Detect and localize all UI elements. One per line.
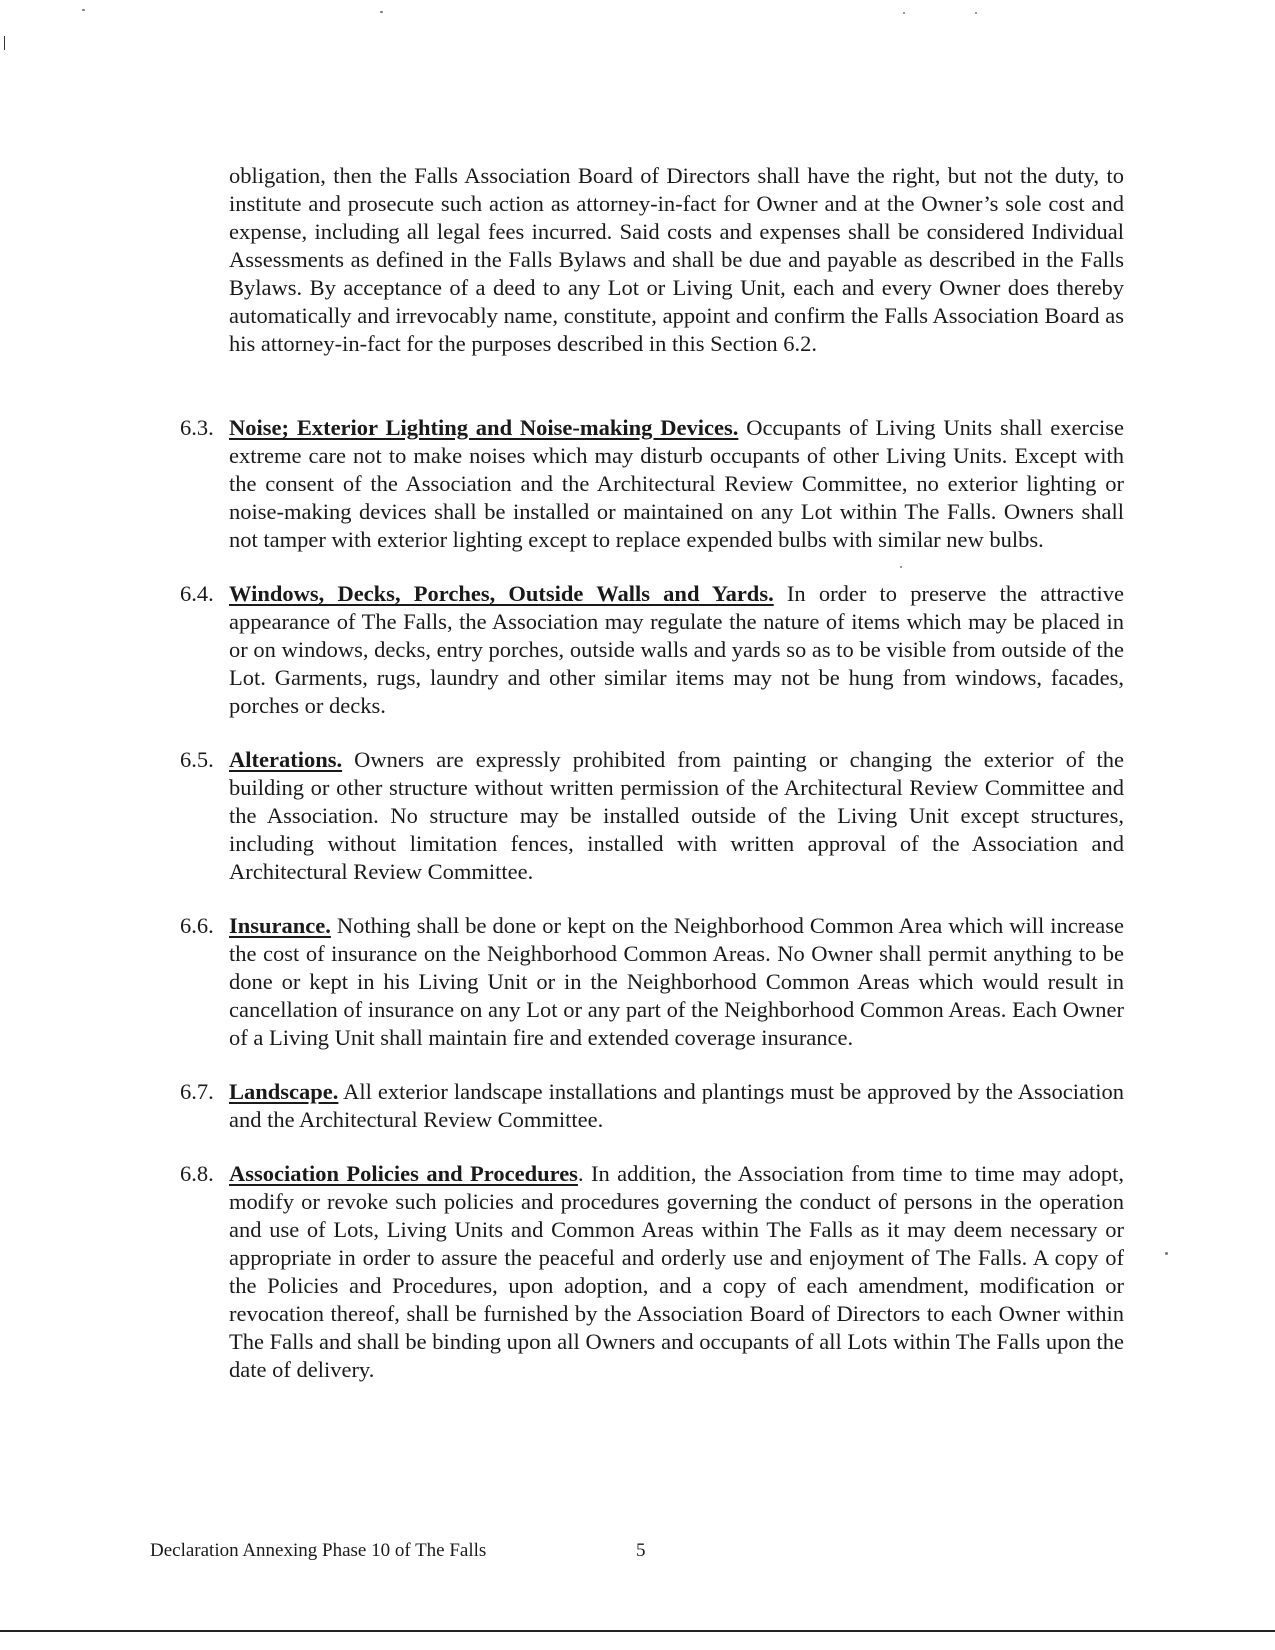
footer-title: Declaration Annexing Phase 10 of The Falls <box>150 1540 487 1561</box>
section-text: Owners are expressly prohibited from painting or changing the exterior of the building or other structure without written permission of the Architectural Review Committee and the Association. No structure may be installed outside of the Living Unit except structures, including without limitation fences, installed with written approval of the Association and Architectural Review Committee. <box>229 747 1124 884</box>
section-number: 6.6. <box>180 913 214 938</box>
section-number: 6.8. <box>180 1161 214 1186</box>
scan-speck <box>903 12 905 14</box>
section-heading: Windows, Decks, Porches, Outside Walls and Yards. <box>229 581 774 606</box>
scan-speck <box>82 9 85 11</box>
scan-mark <box>4 36 5 50</box>
section-text: In order to preserve the attractive appearance of The Falls, the Association may regulate the nature of items which may be placed in or on windows, decks, entry porches, outside walls and yards so as to be visible from outside of the Lot. Garments, rugs, laundry and other similar items may not be hung from windows, facades, porches or decks. <box>229 581 1124 718</box>
section-6-6 <box>180 912 1124 1052</box>
section-heading: Landscape. <box>229 1079 339 1104</box>
section-6-4 <box>180 580 1124 720</box>
section-number: 6.7. <box>180 1079 214 1104</box>
section-number: 6.4. <box>180 581 214 606</box>
section-heading: Insurance. <box>229 913 331 938</box>
section-heading: Alterations. <box>229 747 343 772</box>
intro-paragraph: obligation, then the Falls Association Board of Directors shall have the right, but not the duty, to institute and prosecute such action as attorney-in-fact for Owner and at the Owner’s sole cost and expense, including all legal fees incurred. Said costs and expenses shall be considered Individual Assessments as defined in the Falls Bylaws and shall be due and payable as described in the Falls Bylaws. By acceptance of a deed to any Lot or Living Unit, each and every Owner does thereby automatically and irrevocably name, constitute, appoint and confirm the Falls Association Board as his attorney-in-fact for the purposes described in this Section 6.2. <box>229 163 1124 356</box>
section-heading: Noise; Exterior Lighting and Noise-making Devices. <box>229 415 739 440</box>
section-text: . In addition, the Association from time to time may adopt, modify or revoke such policies and procedures governing the conduct of persons in the operation and use of Lots, Living Units and Common Areas within The Falls as it may deem necessary or appropriate in order to assure the peaceful and orderly use and enjoyment of The Falls. A copy of the Policies and Procedures, upon adoption, and a copy of each amendment, modification or revocation thereof, shall be furnished by the Association Board of Directors to each Owner within The Falls and shall be binding upon all Owners and occupants of all Lots within The Falls upon the date of delivery. <box>229 1161 1124 1382</box>
section-6-5 <box>180 746 1124 886</box>
section-text: Nothing shall be done or kept on the Neighborhood Common Area which will increase the cost of insurance on the Neighborhood Common Areas. No Owner shall permit anything to be done or kept in his Living Unit or in the Neighborhood Common Areas which would result in cancellation of insurance on any Lot or any part of the Neighborhood Common Areas. Each Owner of a Living Unit shall maintain fire and extended coverage insurance. <box>229 913 1124 1050</box>
page-number: 5 <box>636 1540 646 1561</box>
scan-speck <box>380 11 383 13</box>
section-number: 6.3. <box>180 415 214 440</box>
section-6-8 <box>180 1160 1124 1384</box>
section-6-3 <box>180 414 1124 554</box>
bottom-rule <box>0 1630 1275 1632</box>
sections-list <box>180 414 1124 1410</box>
section-6-7 <box>180 1078 1124 1134</box>
section-heading: Association Policies and Procedures <box>229 1161 578 1186</box>
scan-speck <box>1165 1252 1168 1255</box>
section-text: Occupants of Living Units shall exercise extreme care not to make noises which may disturb occupants of other Living Units. Except with the consent of the Association and the Architectural Review Committee, no exterior lighting or noise-making devices shall be installed or maintained on any Lot within The Falls. Owners shall not tamper with exterior lighting except to replace expended bulbs with similar new bulbs. <box>229 415 1124 552</box>
scan-speck <box>975 12 977 14</box>
section-text: All exterior landscape installations and plantings must be approved by the Association and the Architectural Review Committee. <box>229 1079 1124 1132</box>
section-number: 6.5. <box>180 747 214 772</box>
